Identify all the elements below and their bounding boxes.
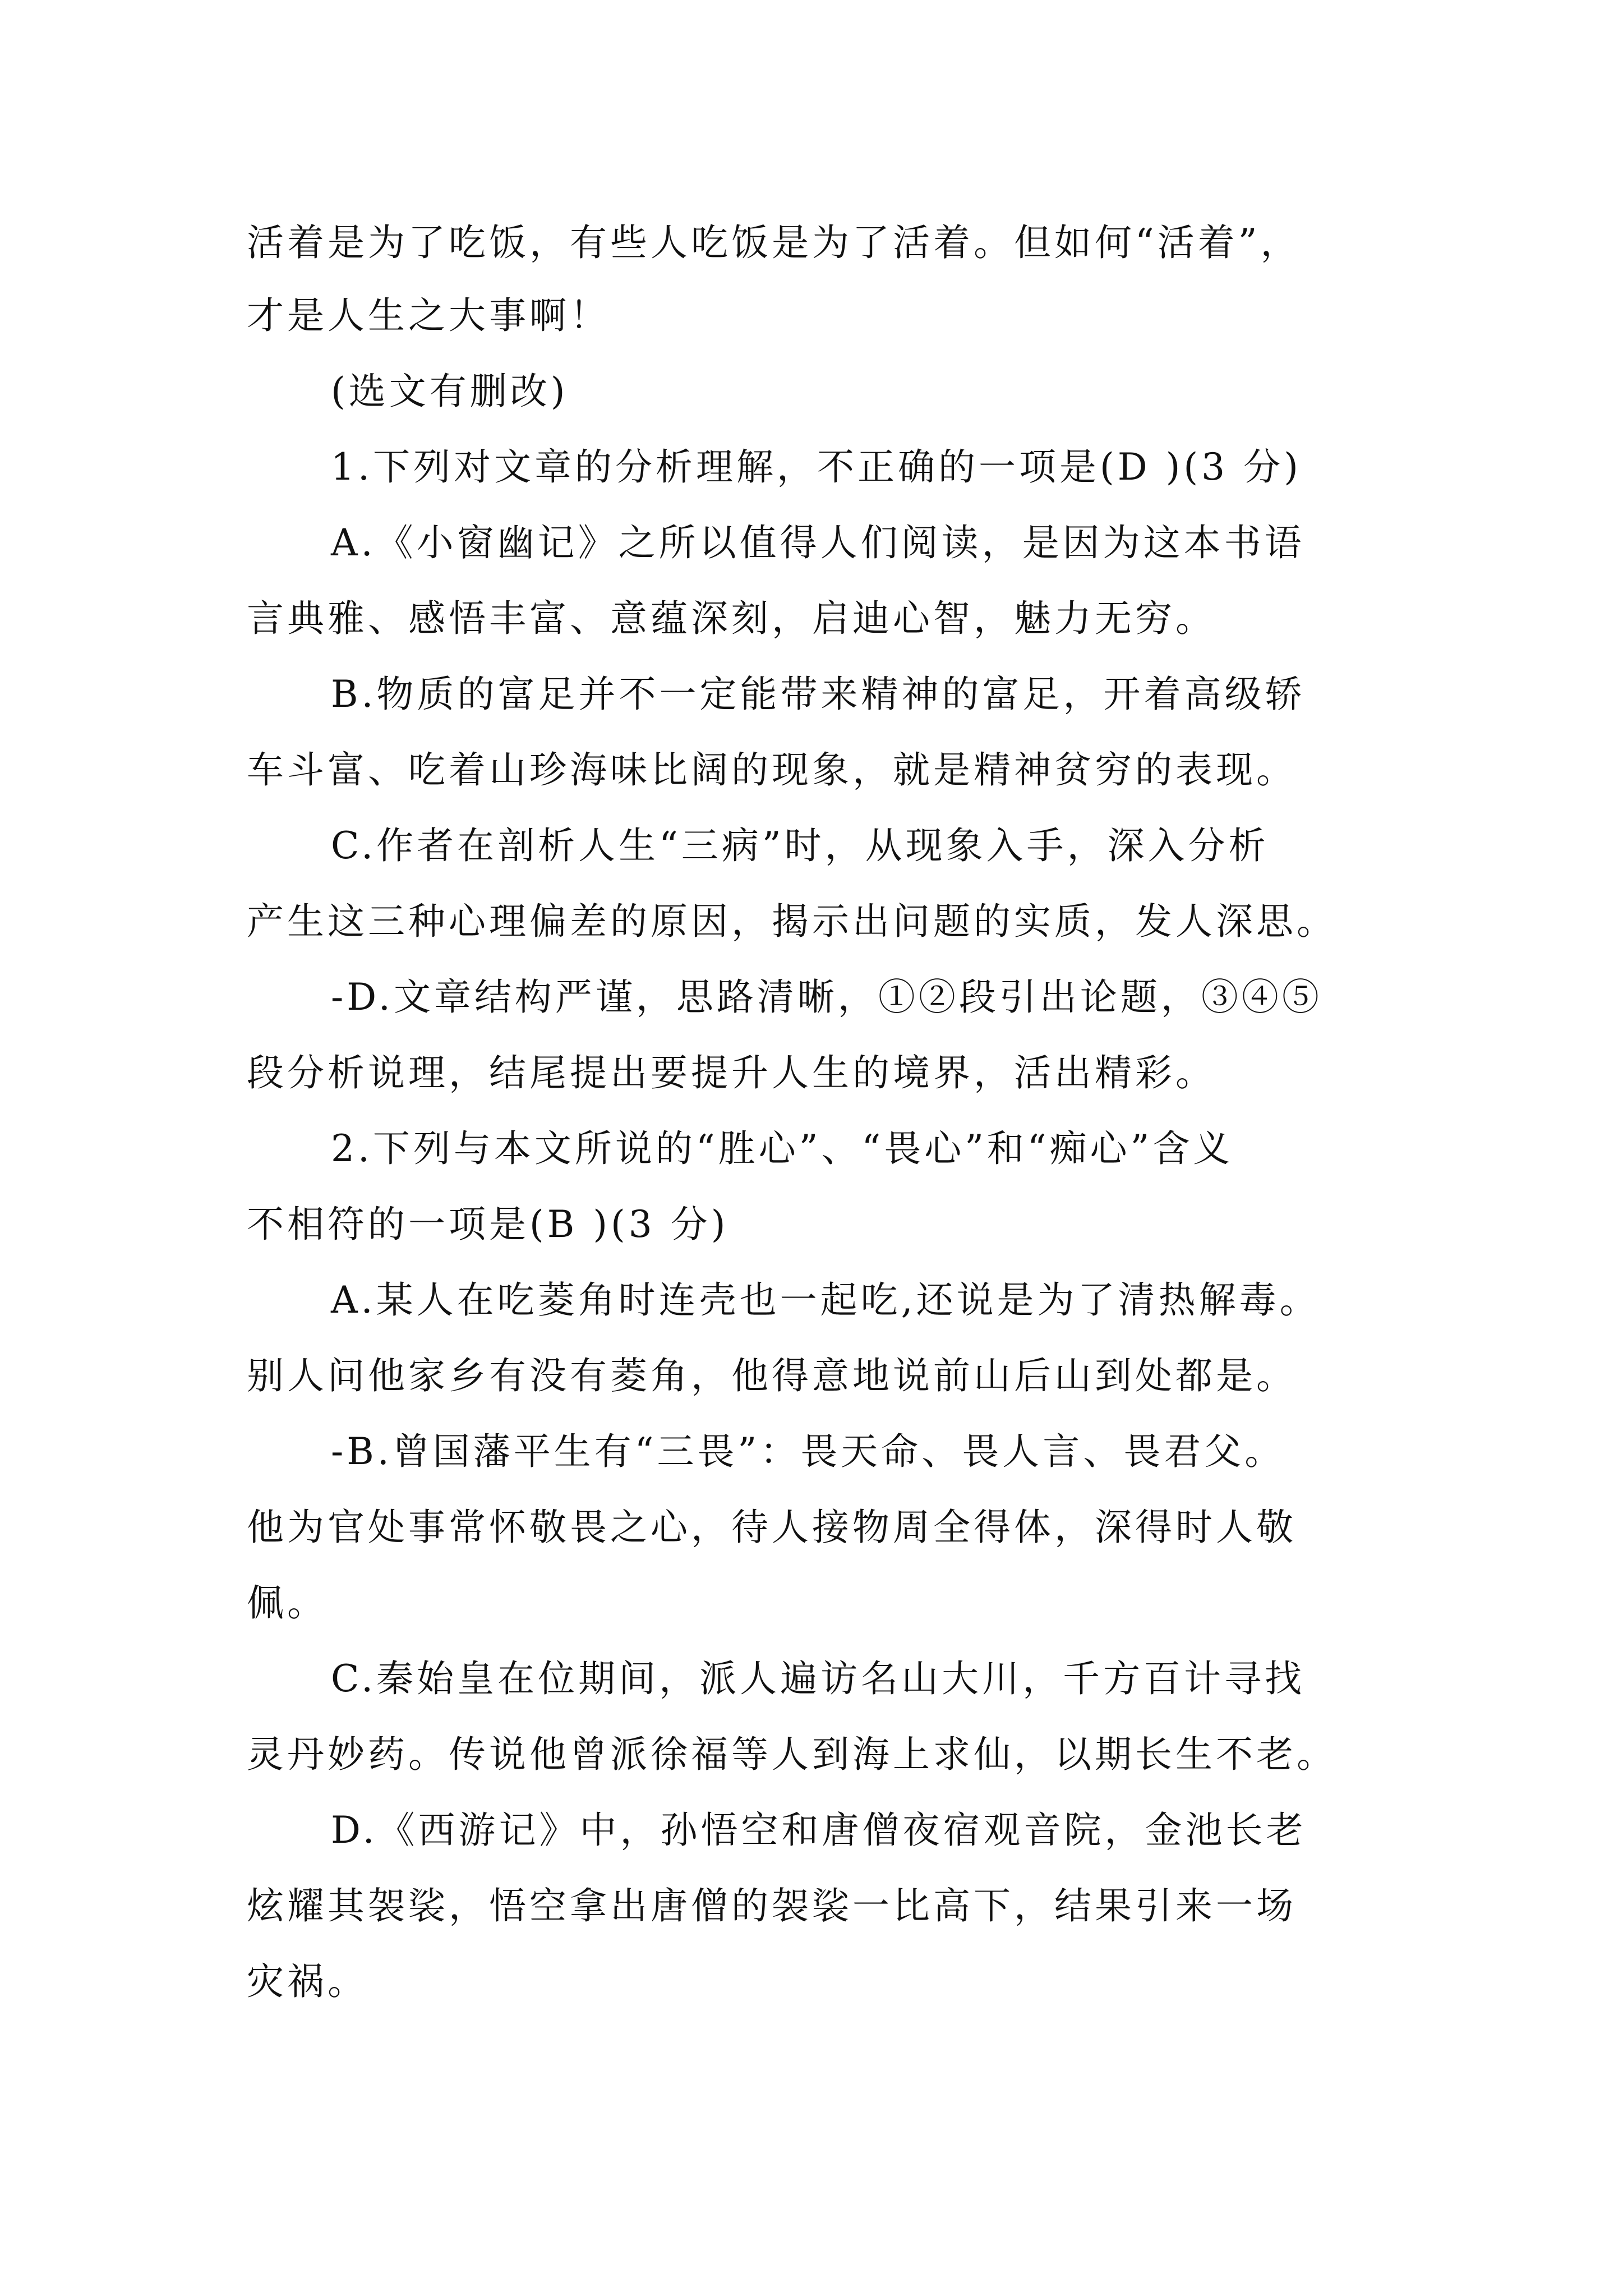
option-b: B.物质的富足并不一定能带来精神的富足，开着高级轿 — [331, 673, 1306, 716]
text-line: 别人问他家乡有没有菱角，他得意地说前山后山到处都是。 — [247, 1354, 1297, 1397]
text-line: 段分析说理，结尾提出要提升人生的境界，活出精彩。 — [247, 1051, 1216, 1094]
text-line: 灵丹妙药。传说他曾派徐福等人到海上求仙，以期长生不老。 — [247, 1733, 1337, 1776]
text-line: 言典雅、感悟丰富、意蕴深刻，启迪心智，魅力无穷。 — [247, 597, 1216, 640]
question-2: 2.下列与本文所说的“胜心”、“畏心”和“痴心”含义 — [331, 1127, 1234, 1170]
text-line: 活着是为了吃饭，有些人吃饭是为了活着。但如何“活着”， — [247, 221, 1301, 264]
option-d: D.《西游记》中，孙悟空和唐僧夜宿观音院，金池长老 — [331, 1809, 1307, 1852]
question-1: 1.下列对文章的分析理解，不正确的一项是(D )(3 分) — [331, 445, 1302, 489]
option-c: C.秦始皇在位期间，派人遍访名山大川，千方百计寻找 — [331, 1657, 1306, 1700]
option-a: A.《小窗幽记》之所以值得人们阅读，是因为这本书语 — [331, 521, 1305, 564]
source-note: (选文有删改) — [331, 370, 569, 413]
text-line: 炫耀其袈裟，悟空拿出唐僧的袈裟一比高下，结果引来一场 — [247, 1884, 1297, 1927]
text-line: 产生这三种心理偏差的原因，揭示出问题的实质，发人深思。 — [247, 900, 1337, 943]
option-d-marked: -D.文章结构严谨，思路清晰，①②段引出论题，③④⑤ — [331, 976, 1322, 1019]
text-line: 他为官处事常怀敬畏之心，待人接物周全得体，深得时人敬 — [247, 1506, 1297, 1549]
text-line: 灾祸。 — [247, 1960, 368, 2003]
text-line: 才是人生之大事啊！ — [247, 294, 610, 337]
text-line: 不相符的一项是(B )(3 分) — [247, 1203, 729, 1246]
option-a: A.某人在吃菱角时连壳也一起吃,还说是为了清热解毒。 — [331, 1278, 1320, 1322]
option-c: C.作者在剖析人生“三病”时，从现象入手，深入分析 — [331, 824, 1269, 867]
text-line: 佩。 — [247, 1581, 328, 1625]
text-line: 车斗富、吃着山珍海味比阔的现象，就是精神贫穷的表现。 — [247, 748, 1297, 792]
option-b-marked: -B.曾国藩平生有“三畏”：畏天命、畏人言、畏君父。 — [331, 1430, 1285, 1473]
